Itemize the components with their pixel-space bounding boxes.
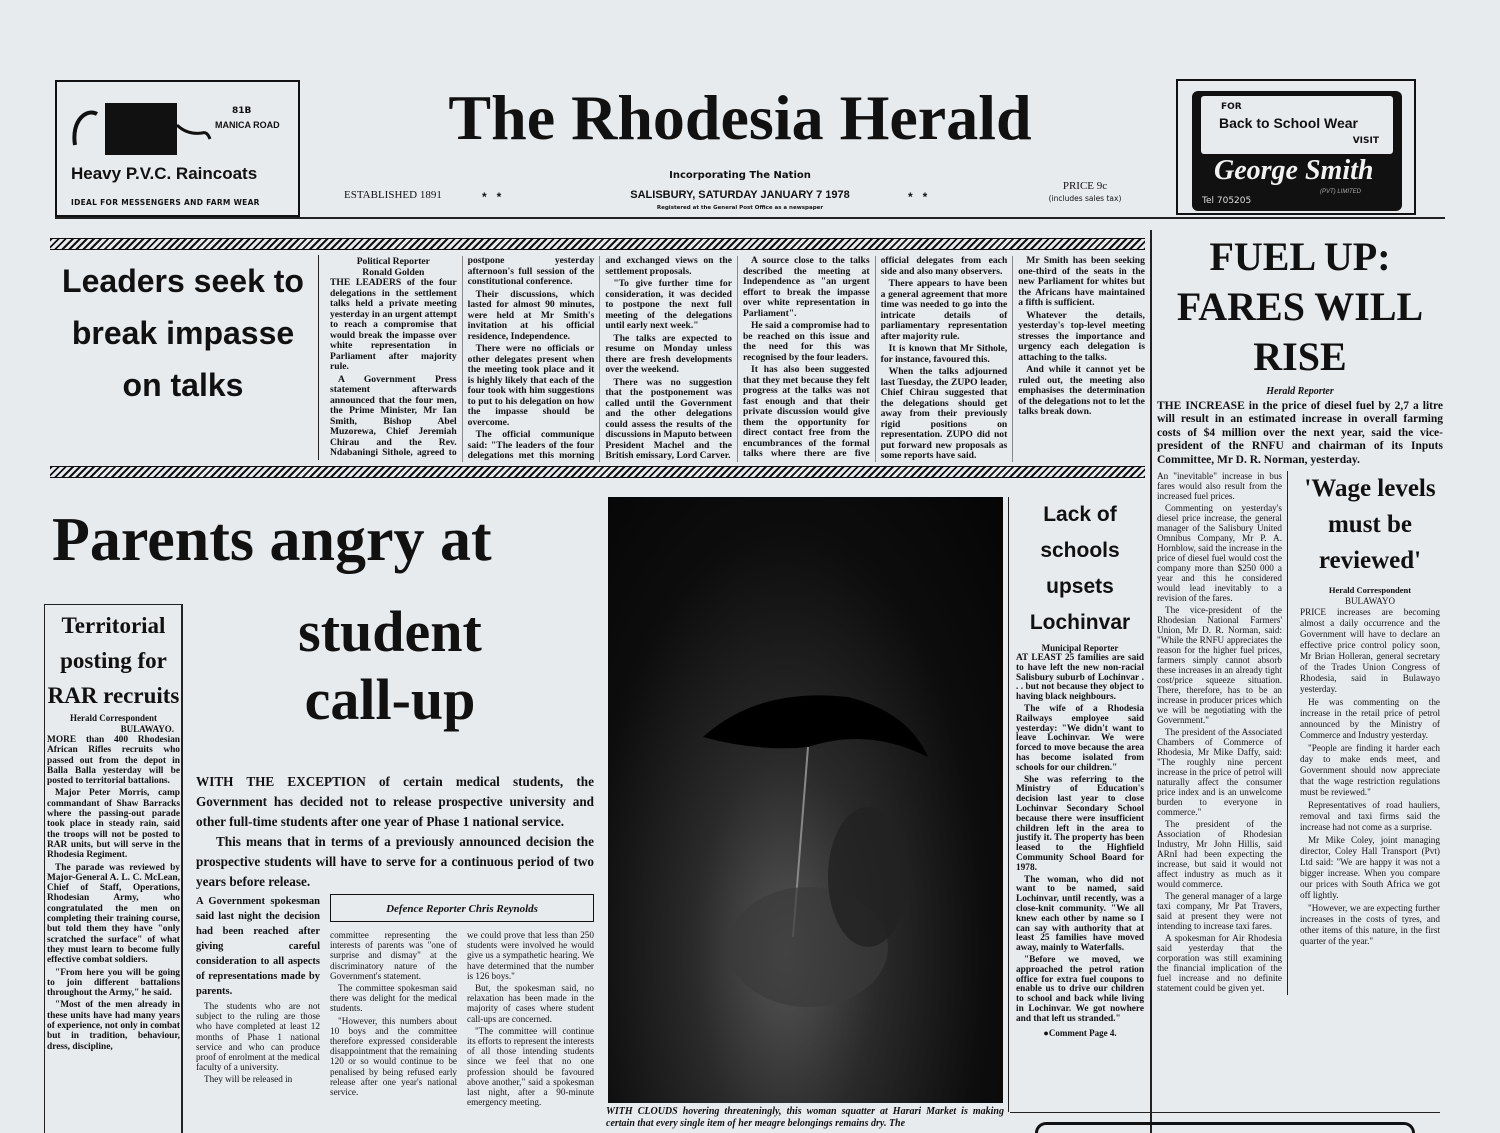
leaders-body (330, 256, 1145, 462)
photo-caption: WITH CLOUDS hovering threateningly, this woman squatter at Harari Market is making certain that every single item of her meagre belongings remains dry. The (606, 1106, 1004, 1129)
registered-line: Registered at the General Post Office as a newspaper (656, 205, 824, 211)
price-note: (includes sales tax) (1048, 194, 1122, 203)
price: PRICE 9c (1062, 180, 1108, 192)
parents-headline-2: student call-up (298, 599, 482, 732)
parents-bc-columns (330, 930, 594, 1109)
rar-dateline: BULAWAYO. (120, 724, 174, 734)
masthead-title: The Rhodesia Herald (448, 82, 1032, 153)
ad-telephone: Tel 705205 (1202, 196, 1252, 206)
paragraph: Mr Mike Coley, joint managing director, Coley Hall Transport (Pvt) Ltd said: "We are happy it was not a bigger increase. When you compare our prices with South Africa we got off lightly. (1300, 835, 1440, 901)
paragraph: There was no suggestion that the postponement was called until the Government and the other delegations could assess the results of the discussions in Maputo between President Machel and the British emissary, Lord Carver. (605, 376, 732, 461)
wage-story (1300, 471, 1440, 995)
paragraph: "However, this numbers about 10 boys and the committee therefore expressed considerable disappointment that the remaining 120 or so would continue to be penalised by being refused early release after one year's national service. (330, 1015, 457, 1098)
squatter-photo (608, 497, 1003, 1103)
paragraph: The official communique said: "The leaders of the four delegations met this morning and exchanged views on the settlement proposals. (467, 255, 732, 461)
paragraph: committee representing the interests of parents was "one of surprise and dismay" at the discriminatory nature of the Government's statement. (330, 930, 457, 981)
paragraph: She was referring to the Ministry of Education's decision last year to close Lochinvar Secondary School because there were insufficient children left in the area to justify it. The property has been leased to the Highfield Community School Board for 1978. (1016, 774, 1144, 873)
parents-byline: Defence Reporter Chris Reynolds (386, 903, 538, 915)
lochinvar-comment-link[interactable]: ●Comment Page 4. (1043, 1028, 1117, 1039)
paragraph: The talks are expected to resume on Monday unless there are fresh developments over the weekend. (605, 332, 732, 375)
leaders-headline: Leaders seek to break impasse on talks (62, 263, 304, 403)
umbrella-silhouette-icon (608, 497, 1003, 1103)
ad-panel (1192, 91, 1402, 211)
lochinvar-body (1014, 654, 1146, 1026)
ad-brand-sub: (PVT) LIMITED (1320, 189, 1362, 195)
leaders-story (330, 256, 1145, 462)
paragraph: Their discussions, which lasted for almost 90 minutes, were held at Mr Smith's invitation at his official residence, Independence. (467, 288, 595, 342)
stars-right: * * (908, 190, 928, 204)
rar-body (47, 735, 180, 1054)
bottom-ad-frame (1035, 1122, 1415, 1133)
paragraph: Whatever the details, yesterday's top-level meeting stresses the importance and urgency each delegation is attaching to the talks. (1018, 309, 1145, 363)
ad-brand: George Smith (1214, 155, 1374, 186)
wage-headline: 'Wage levels must be reviewed' (1304, 475, 1436, 575)
lochinvar-divider (1008, 497, 1009, 1112)
ad-tagline: IDEAL FOR MESSENGERS AND FARM WEAR (71, 198, 260, 207)
lochinvar-story (1014, 497, 1146, 1039)
paragraph: He was commenting on the increase in the retail price of petrol announced by the Ministry of Commerce and Industry yesterday. (1300, 697, 1440, 741)
hatched-rule-bottom (50, 466, 1145, 478)
ad-visit: VISIT (1352, 136, 1379, 146)
column-divider-right (1150, 230, 1152, 1133)
rar-byline: Herald Correspondent (69, 713, 158, 723)
paragraph: Representatives of road hauliers, removal and taxi firms said the increase had not come as a surprise. (1300, 800, 1440, 833)
lochinvar-byline: Municipal Reporter (1041, 643, 1119, 653)
rar-headline: Territorial posting for RAR recruits (47, 613, 180, 708)
rar-story (47, 608, 180, 1054)
parents-intro-2: This means that in terms of a previously announced decision the prospective students will have to serve for a continuous period of two years before release. (196, 834, 594, 889)
paragraph: Commenting on yesterday's diesel price increase, the general manager of the Salisbury United Omnibus Company, Mr P. A. Hornblow, said the increase in the price of diesel fuel would cost the company more than $250 000 a year and this he considered would lead inevitably to a revision of the fares. (1157, 503, 1282, 604)
ad-white-panel (1201, 96, 1393, 154)
paragraph: "Before we moved, we approached the petrol ration office for extra fuel coupons to enable us to drive our children to school and back while living in Lochinvar. We got nowhere and that left us stranded." (1016, 954, 1144, 1024)
paragraph: An "inevitable" increase in bus fares would also result from the increased fuel prices. (1157, 471, 1282, 502)
fuel-byline: Herald Reporter (1266, 386, 1334, 397)
paragraph: A Government Press statement afterwards announced that the four men, the Prime Minister, Mr Ian Smith, Bishop Abel Muzorewa, Chief Jeremiah Chirau and the Rev. Ndabaningi Sithole, agreed to postpone yesterday afternoon's full session of the constitutional conference. (330, 255, 595, 458)
hatched-rule-top (50, 238, 1145, 250)
paragraph: "To give further time for consideration, it was decided to postpone the next full meeting of the delegations until early next week." (605, 278, 732, 331)
paragraph: The president of the Associated Chambers of Commerce of Rhodesia, Mr Mike Daffy, said: "The roughly nine percent increase in the price of petrol will naturally affect the consumer price index and is an unwelcome burden to everyone in commerce." (1157, 727, 1282, 818)
ad-line: Back to School Wear (1219, 115, 1359, 131)
paragraph: The woman, who did not want to be named, said Lochinvar, until recently, was a close-knit community. "We all knew each other by name so I can say with authority that at least 25 families have moved away, mainly to Waterfalls. (1016, 874, 1144, 954)
paragraph: A Government spokesman said last night the decision had been reached after giving careful consideration to all aspects of representations made by parents. (196, 896, 320, 997)
parents-story (196, 772, 594, 1109)
paragraph: A source close to the talks described the meeting at Independence as "an urgent effort to break the impasse over white representation in Parliament". (742, 255, 870, 319)
raincoat-advertisement (55, 80, 300, 217)
bottom-rule (1010, 1112, 1440, 1113)
paragraph: AT LEAST 25 families are said to have left the new non-racial Salisbury suburb of Lochinvar . . . but not because they object to having black neighbours. (1016, 653, 1144, 703)
paragraph: And while it cannot yet be ruled out, the meeting also emphasises the determination of the delegations not to let the talks break down. (1018, 364, 1145, 417)
school-wear-advertisement (1176, 79, 1416, 215)
parents-col-b (330, 930, 457, 1109)
wage-body (1300, 607, 1440, 949)
parents-columns (196, 894, 594, 1109)
paragraph: The students who are not subject to the ruling are those who have completed at least 12 months of Phase 1 national service and who can produce proof of enrolment at the medical faculty of a university. (196, 1001, 320, 1073)
dateline: SALISBURY, SATURDAY JANUARY 7 1978 (630, 189, 850, 201)
paragraph: "The committee will continue its efforts to represent the interests of all those intending students since we feel that no one profession should be favoured above another," said a spokesman last night, after a 90-minute emergency meeting. (467, 1025, 594, 1108)
paragraph: When the talks adjourned last Tuesday, the ZUPO leader, Chief Chirau suggested that the delegations should get away from their previously rigid positions on representation. ZUPO did not put forward new proposals as some reports have said. (880, 366, 1008, 461)
paragraph: The committee spokesman said there was delight for the medical students. (330, 983, 457, 1014)
shop-logo-icon (67, 100, 212, 158)
paragraph: "People are finding it harder each day to make ends meet, and Government should now appreciate that the wage restriction regulations must be reviewed." (1300, 743, 1440, 798)
paragraph: It has also been suggested that they met because they felt progress at the talks was not fast enough and that their private discussion would give them the opportunity for direct contact free from the encumbrances of the formal talks where there are five official delegates from each side and also many observers. (742, 255, 1008, 459)
ad-address-number: 81B (232, 106, 252, 116)
fuel-region (1157, 232, 1443, 995)
lochinvar-headline: Lack of schools upsets Lochinvar (1029, 503, 1131, 634)
paragraph: The president of the Association of Rhodesian Industry, Mr John Hillis, said ARnI had been expecting the increase, but said it would not affect industry as much as it would commerce. (1157, 819, 1282, 890)
defence-byline-box (330, 894, 594, 922)
leaders-byline-role: Political Reporter (356, 256, 430, 267)
fuel-headline: FUEL UP: FARES WILL RISE (1176, 234, 1424, 379)
paragraph: "From here you will be going to join different battalions throughout the Army," he said. (47, 967, 180, 999)
paragraph: They will be released in (204, 1074, 293, 1085)
paragraph: Mr Smith has been seeking one-third of the seats in the new Parliament for whites but the Africans have maintained a fifth is sufficient. (1018, 255, 1145, 308)
ad-address-street: MANICA ROAD (215, 120, 280, 130)
paragraph: we could prove that less than 250 students were involved he would give us a sympathetic hearing. We have determined that the number is 126 boys." (467, 930, 594, 981)
parents-headline-1: Parents angry at (52, 506, 492, 574)
fuel-body (1157, 471, 1288, 995)
paragraph: But, the spokesman said, no relaxation has been made in the majority of cases where student call-ups are concerned. (467, 983, 594, 1024)
paragraph: Major Peter Morris, camp commandant of Shaw Barracks where the passing-out parade took place in steady rain, said the troops will not be posted to RAR units, but will serve in the Rhodesia Regiment. (47, 788, 180, 861)
ad-for: FOR (1221, 102, 1242, 112)
ad-headline: Heavy P.V.C. Raincoats (71, 164, 258, 183)
wage-byline: Herald Correspondent (1328, 585, 1412, 596)
parents-col-a (196, 894, 320, 1109)
stars-left: * * (482, 190, 502, 204)
paragraph: The parade was reviewed by Major-General A. L. C. McLean, Chief of Staff, Operations, Rhodesian Army, who congratulated the men on completing their training course, but told them they have "only scratched the surface" of what they must learn to become fully effective combat soldiers. (47, 862, 180, 966)
paragraph: MORE than 400 Rhodesian African Rifles recruits who passed out from the depot in Balla Balla yesterday will be posted to territorial battalions. (47, 735, 180, 787)
wage-dateline: BULAWAYO (1345, 596, 1395, 607)
fuel-intro: THE INCREASE in the price of diesel fuel by 2,7 a litre will result in an estimated increase in overall farming costs of $4 million over the next year, said the vice-president of the RNFU and chairman of its Inputs Committee, Mr D. R. Norman, yesterday. (1157, 400, 1443, 466)
paragraph: There were no officials or other delegates present when the meeting took place and it is highly likely that each of the four took with him suggestions to put to his delegation on how the impasse should be overcome. (467, 343, 595, 428)
fuel-columns (1157, 471, 1443, 995)
paragraph: "However, we are expecting further increases in the costs of tyres, and other items of this nature, in the first quarter of the year." (1300, 903, 1440, 947)
leaders-byline-name: Ronald Golden (362, 267, 425, 278)
paragraph: The vice-president of the Rhodesian National Farmers' Union, Mr D. R. Norman, said: "While the RNFU appreciates the reason for the higher fuel prices, farmers simply cannot absorb these increases in an already tight cost/price squeeze situation. There, therefore, has to be an increase in producer prices which we will be negotiating with the Government." (1157, 605, 1282, 726)
paragraph: A spokesman for Air Rhodesia said yesterday that the corporation was still examining the financial implication of the fuel increase and no definite statement could be given yet. (1157, 933, 1282, 994)
paragraph: The general manager of a large taxi company, Mr Pat Travers, said at present they were not intending to increase taxi fares. (1157, 891, 1282, 932)
paragraph: THE LEADERS of the four delegations in the settlement talks held a private meeting yesterday in an urgent attempt to reach a compromise that would break the impasse over white representation in Parliament after majority rule. (330, 277, 457, 372)
paragraph: "Most of the men already in these units have had many years of experience, not only in combat but in tradition, behaviour, dress, discipline, (47, 1000, 180, 1052)
parents-right-columns (330, 894, 594, 1109)
established-line: ESTABLISHED 1891 (344, 189, 442, 201)
paragraph: There appears to have been a general agreement that more time was needed to go into the intricate details of parliamentary representation after majority rule. (880, 278, 1008, 342)
parents-intro-1: WITH THE EXCEPTION of certain medical students, the Government has decided not to release prospective university and other full-time students after one year of Phase 1 national service. (196, 774, 594, 829)
incorporating-line: Incorporating The Nation (669, 170, 811, 181)
column-divider-top (318, 255, 319, 460)
paragraph: The wife of a Rhodesia Railways employee said yesterday: "We didn't want to leave Lochinvar. We were forced to move because the area has become isolated from schools for our children." (1016, 703, 1144, 773)
paragraph: PRICE increases are becoming almost a daily occurrence and the Government will have to declare an effective price control policy soon, Mr Brian Holleran, general secretary of the Trades Union Congress of Rhodesia, said in Bulawayo yesterday. (1300, 607, 1440, 695)
masthead-rule (55, 217, 1445, 219)
paragraph: It is known that Mr Sithole, for instance, favoured this. (880, 343, 1008, 365)
parents-col-c (467, 930, 594, 1109)
paragraph: He said a compromise had to be reached on this issue and the need for this was recognised by the four leaders. (742, 320, 870, 363)
